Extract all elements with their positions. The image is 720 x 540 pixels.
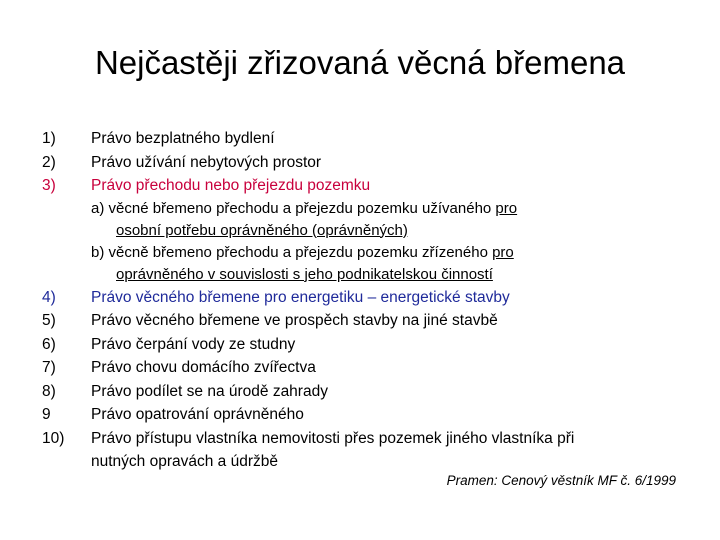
- item-text: nutných opravách a údržbě: [91, 453, 278, 470]
- item-number: 3): [42, 177, 56, 194]
- item-number: 10): [42, 429, 65, 447]
- list-item: [42, 427, 702, 451]
- item-number: 6): [42, 335, 56, 353]
- list-item: [42, 286, 702, 310]
- list-item: [42, 309, 702, 333]
- list-item: [42, 356, 702, 380]
- sub-item-link[interactable]: pro: [492, 243, 514, 261]
- sub-item-link[interactable]: osobní potřebu oprávněného (oprávněných): [116, 221, 408, 239]
- sub-item-link[interactable]: oprávněného v souvislosti s jeho podnikatelskou činností: [116, 265, 493, 283]
- list-item: [42, 333, 702, 357]
- item-number: 4): [42, 288, 56, 306]
- item-text: Právo podílet se na úrodě zahrady: [91, 382, 328, 400]
- source-citation: Pramen: Cenový věstník MF č. 6/1999: [446, 473, 676, 488]
- list-item: [42, 174, 702, 198]
- list-item-cont: [42, 450, 702, 474]
- list-item: [42, 403, 702, 427]
- sub-item-a-cont: [42, 220, 702, 242]
- sub-item-text: b) věcně břemeno přechodu a přejezdu pozemku zřízeného: [91, 243, 493, 261]
- item-text: Právo přístupu vlastníka nemovitosti přes pozemek jiného vlastníka při: [91, 429, 575, 447]
- item-number: 2): [42, 153, 56, 171]
- list-item: [42, 151, 702, 175]
- item-text: Právo bezplatného bydlení: [91, 130, 275, 147]
- item-number: 9: [42, 406, 51, 423]
- list-item: [42, 127, 702, 151]
- page-title: Nejčastěji zřizovaná věcná břemena: [94, 44, 626, 81]
- item-number: 8): [42, 382, 56, 400]
- list-item: [42, 380, 702, 404]
- item-text: Právo věcného břemene pro energetiku – energetické stavby: [91, 288, 510, 306]
- item-text: Právo chovu domácího zvířectva: [91, 359, 316, 376]
- item-text: Právo užívání nebytových prostor: [91, 153, 322, 171]
- item-text: Právo čerpání vody ze studny: [91, 335, 296, 353]
- item-text: Právo opatrování oprávněného: [91, 406, 304, 423]
- sub-item-text: a) věcné břemeno přechodu a přejezdu pozemku užívaného: [91, 199, 496, 217]
- item-text: Právo věcného břemene ve prospěch stavby na jiné stavbě: [91, 312, 498, 329]
- item-number: 1): [42, 130, 56, 147]
- item-number: 7): [42, 359, 56, 376]
- easement-list: [42, 127, 702, 474]
- sub-item-link[interactable]: pro: [495, 199, 518, 217]
- item-text: Právo přechodu nebo přejezdu pozemku: [91, 177, 371, 194]
- sub-item-a: [42, 198, 702, 220]
- item-number: 5): [42, 312, 56, 329]
- sub-item-b: [42, 242, 702, 264]
- sub-item-b-cont: [42, 264, 702, 286]
